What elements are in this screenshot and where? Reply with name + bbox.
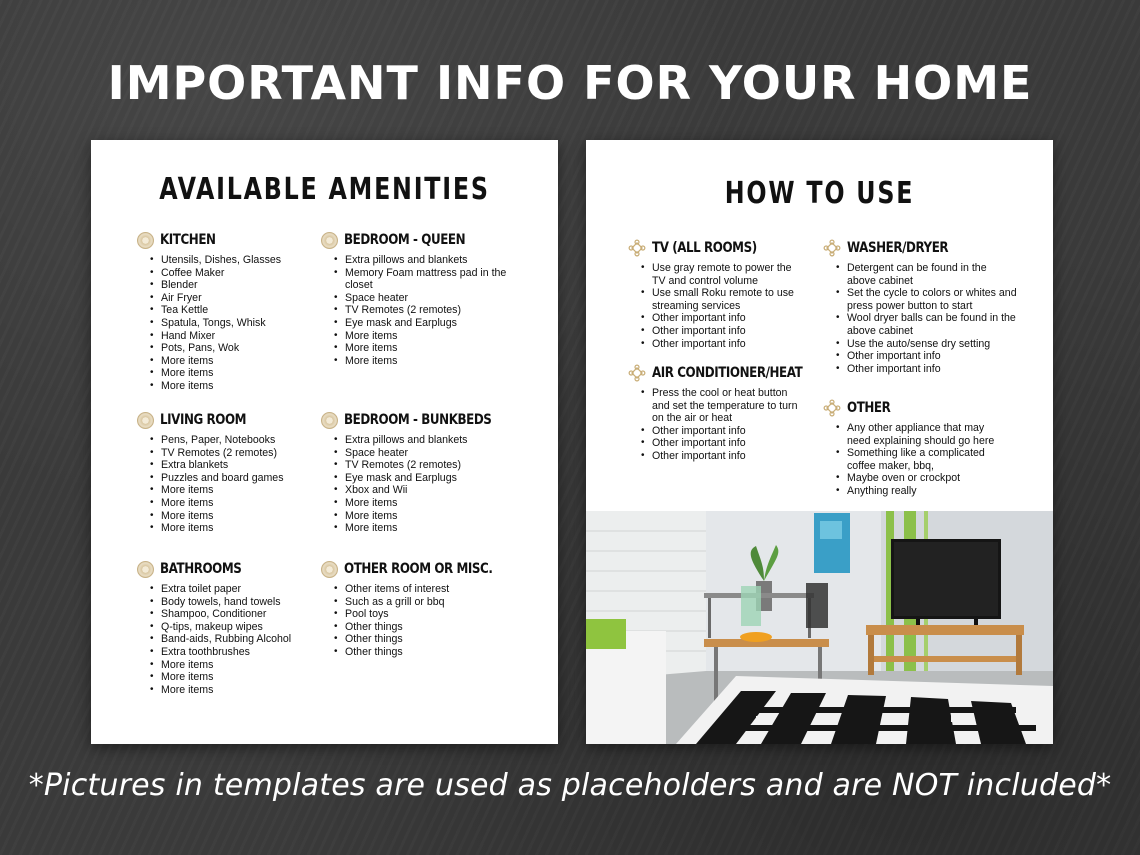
- living-room-illustration: [586, 511, 1053, 744]
- circle-emblem-icon: [137, 561, 154, 578]
- list-item: • More items: [345, 497, 521, 510]
- section-header: [823, 398, 1003, 418]
- section-title: AIR CONDITIONER/HEAT: [652, 365, 803, 381]
- list-item: • Body towels, hand towels: [161, 596, 317, 609]
- knot-emblem-icon: [628, 239, 646, 257]
- section-title: WASHER/DRYER: [847, 240, 949, 256]
- item-list: [321, 434, 521, 535]
- item-list: [137, 583, 317, 696]
- item-list: [321, 254, 521, 367]
- item-list: [628, 262, 798, 350]
- item-list: [137, 434, 317, 535]
- section-air-conditioner: [628, 363, 803, 463]
- list-item: • Coffee Maker: [161, 267, 317, 280]
- list-item: • Eye mask and Earplugs: [345, 317, 521, 330]
- list-item: • Set the cycle to colors or whites and press power button to start: [847, 287, 1018, 312]
- list-item: • More items: [345, 330, 521, 343]
- list-item: • More items: [161, 684, 317, 697]
- list-item: • Use gray remote to power the TV and control volume: [652, 262, 798, 287]
- section-header: [321, 230, 521, 250]
- section-header: [321, 410, 521, 430]
- section-header: [137, 230, 317, 250]
- list-item: • Blender: [161, 279, 317, 292]
- list-item: • Other important info: [847, 363, 1018, 376]
- section-bathrooms: [137, 559, 317, 696]
- list-item: • Tea Kettle: [161, 304, 317, 317]
- page-title: AVAILABLE AMENITIES: [159, 172, 490, 207]
- list-item: • Detergent can be found in the above cabinet: [847, 262, 1018, 287]
- item-list: [321, 583, 521, 659]
- list-item: • Extra toilet paper: [161, 583, 317, 596]
- list-item: • Other things: [345, 633, 521, 646]
- item-list: [628, 387, 798, 463]
- list-item: • TV Remotes (2 remotes): [345, 459, 521, 472]
- section-other-room: [321, 559, 521, 659]
- section-other: [823, 398, 1003, 498]
- section-title: BEDROOM - BUNKBEDS: [344, 412, 492, 428]
- list-item: • TV Remotes (2 remotes): [345, 304, 521, 317]
- list-item: • Other important info: [652, 437, 798, 450]
- list-item: • Pots, Pans, Wok: [161, 342, 317, 355]
- item-list: [137, 254, 317, 393]
- list-item: • Other important info: [652, 338, 798, 351]
- section-header: [823, 238, 1018, 258]
- list-item: • TV Remotes (2 remotes): [161, 447, 317, 460]
- section-title: BEDROOM - QUEEN: [344, 232, 466, 248]
- list-item: • Anything really: [847, 485, 1003, 498]
- headline: IMPORTANT INFO FOR YOUR HOME: [107, 56, 1033, 110]
- section-bedroom-bunkbeds: [321, 410, 521, 535]
- list-item: • More items: [161, 380, 317, 393]
- section-washer-dryer: [823, 238, 1018, 375]
- list-item: • Any other appliance that may need explaining should go here: [847, 422, 1003, 447]
- list-item: • More items: [161, 671, 317, 684]
- section-title: LIVING ROOM: [160, 412, 247, 428]
- list-item: • Use small Roku remote to use streaming services: [652, 287, 798, 312]
- list-item: • Q-tips, makeup wipes: [161, 621, 317, 634]
- list-item: • More items: [161, 659, 317, 672]
- list-item: • More items: [345, 522, 521, 535]
- section-living-room: [137, 410, 317, 535]
- list-item: • Extra blankets: [161, 459, 317, 472]
- amenities-page: [91, 140, 558, 744]
- list-item: • Memory Foam mattress pad in the closet: [345, 267, 521, 292]
- item-list: [823, 262, 1018, 375]
- list-item: • Space heater: [345, 292, 521, 305]
- section-title: TV (ALL ROOMS): [652, 240, 757, 256]
- section-header: [137, 410, 317, 430]
- list-item: • Space heater: [345, 447, 521, 460]
- list-item: • Puzzles and board games: [161, 472, 317, 485]
- list-item: • More items: [161, 355, 317, 368]
- circle-emblem-icon: [137, 412, 154, 429]
- list-item: • Band-aids, Rubbing Alcohol: [161, 633, 317, 646]
- page-title: HOW TO USE: [724, 176, 915, 211]
- list-item: • Pool toys: [345, 608, 521, 621]
- list-item: • More items: [345, 510, 521, 523]
- list-item: • Other important info: [652, 450, 798, 463]
- list-item: • Wool dryer balls can be found in the above cabinet: [847, 312, 1018, 337]
- list-item: • More items: [161, 367, 317, 380]
- list-item: • Spatula, Tongs, Whisk: [161, 317, 317, 330]
- list-item: • Hand Mixer: [161, 330, 317, 343]
- section-title: OTHER: [847, 400, 891, 416]
- living-room-photo: [586, 511, 1053, 744]
- list-item: • Something like a complicated coffee maker, bbq,: [847, 447, 1003, 472]
- section-header: [137, 559, 317, 579]
- list-item: • Xbox and Wii: [345, 484, 521, 497]
- list-item: • More items: [345, 355, 521, 368]
- list-item: • Other important info: [652, 325, 798, 338]
- circle-emblem-icon: [321, 412, 338, 429]
- footer-note: *Pictures in templates are used as placeholders and are NOT included*: [28, 768, 1112, 803]
- section-header: [628, 363, 803, 383]
- list-item: • Maybe oven or crockpot: [847, 472, 1003, 485]
- knot-emblem-icon: [823, 399, 841, 417]
- list-item: • Extra pillows and blankets: [345, 434, 521, 447]
- list-item: • Shampoo, Conditioner: [161, 608, 317, 621]
- list-item: • Use the auto/sense dry setting: [847, 338, 1018, 351]
- circle-emblem-icon: [321, 232, 338, 249]
- circle-emblem-icon: [137, 232, 154, 249]
- list-item: • Other important info: [847, 350, 1018, 363]
- list-item: • Extra toothbrushes: [161, 646, 317, 659]
- list-item: • Press the cool or heat button and set the temperature to turn on the air or heat: [652, 387, 798, 425]
- list-item: • More items: [161, 510, 317, 523]
- knot-emblem-icon: [823, 239, 841, 257]
- list-item: • More items: [161, 484, 317, 497]
- item-list: [823, 422, 1003, 498]
- section-kitchen: [137, 230, 317, 393]
- list-item: • Extra pillows and blankets: [345, 254, 521, 267]
- list-item: • Such as a grill or bbq: [345, 596, 521, 609]
- circle-emblem-icon: [321, 561, 338, 578]
- how-to-use-page: [586, 140, 1053, 744]
- list-item: • More items: [161, 497, 317, 510]
- list-item: • More items: [161, 522, 317, 535]
- section-title: OTHER ROOM OR MISC.: [344, 561, 493, 577]
- list-item: • Other important info: [652, 312, 798, 325]
- list-item: • Other items of interest: [345, 583, 521, 596]
- list-item: • More items: [345, 342, 521, 355]
- list-item: • Other things: [345, 621, 521, 634]
- list-item: • Utensils, Dishes, Glasses: [161, 254, 317, 267]
- list-item: • Other things: [345, 646, 521, 659]
- list-item: • Other important info: [652, 425, 798, 438]
- section-bedroom-queen: [321, 230, 521, 367]
- list-item: • Eye mask and Earplugs: [345, 472, 521, 485]
- list-item: • Pens, Paper, Notebooks: [161, 434, 317, 447]
- section-header: [321, 559, 521, 579]
- section-title: KITCHEN: [160, 232, 216, 248]
- knot-emblem-icon: [628, 364, 646, 382]
- section-header: [628, 238, 798, 258]
- section-title: BATHROOMS: [160, 561, 242, 577]
- section-tv: [628, 238, 798, 350]
- list-item: • Air Fryer: [161, 292, 317, 305]
